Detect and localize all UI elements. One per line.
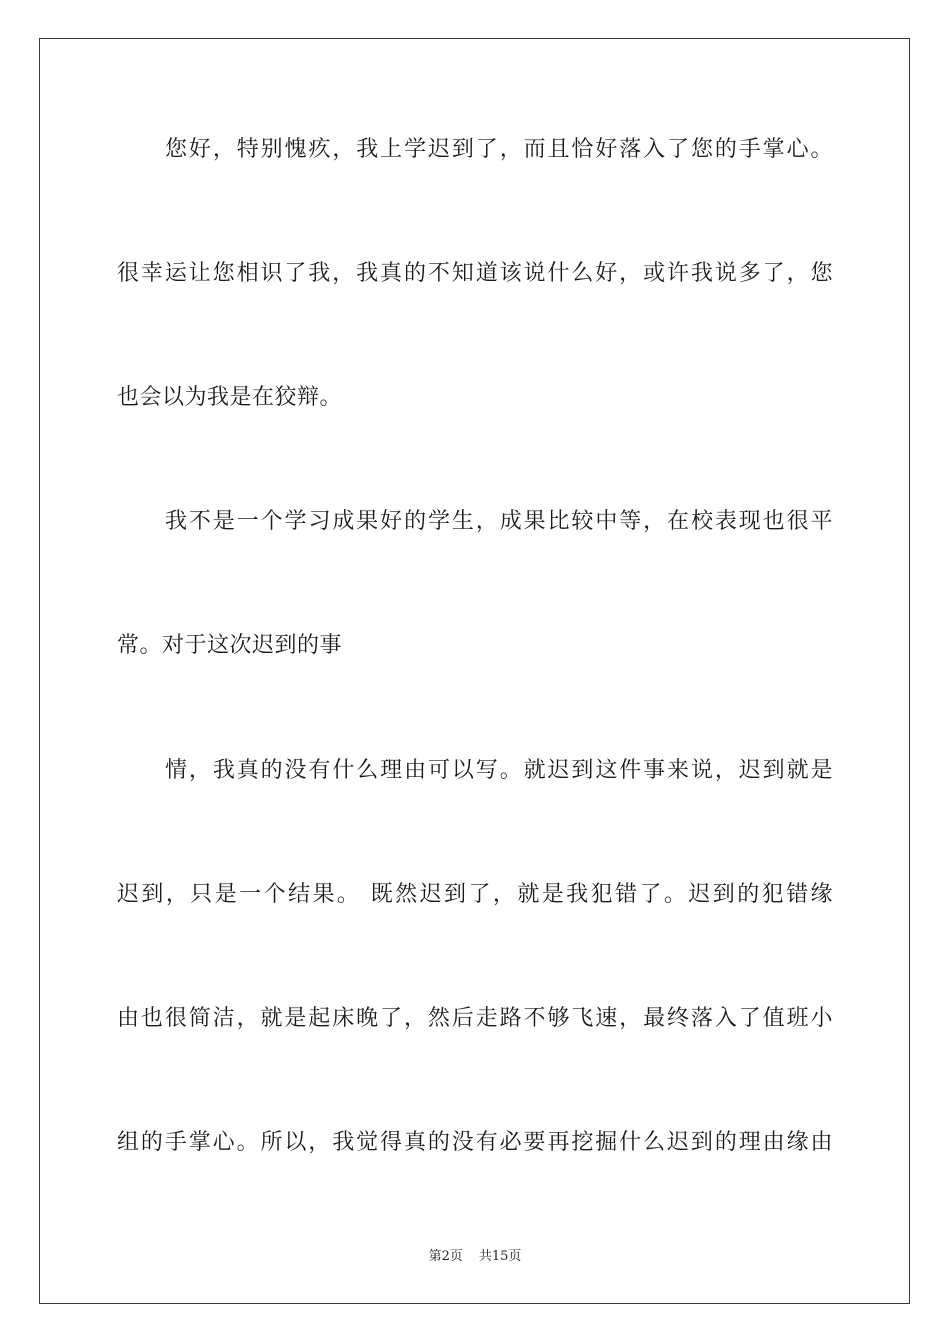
paragraph-line-2: 很幸运让您相识了我，我真的不知道该说什么好，或许我说多了，您 [117, 261, 833, 286]
paragraph-line-7: 迟到，只是一个结果。 既然迟到了，就是我犯错了。迟到的犯错缘 [117, 882, 833, 907]
page-border [39, 38, 910, 1304]
paragraph-line-3: 也会以为我是在狡辩。 [117, 385, 343, 410]
paragraph-line-5: 常。对于这次迟到的事 [117, 633, 343, 658]
paragraph-line-8: 由也很简洁，就是起床晚了，然后走路不够飞速，最终落入了值班小 [117, 1006, 833, 1031]
paragraph-line-9: 组的手掌心。所以，我觉得真的没有必要再挖掘什么迟到的理由缘由 [117, 1130, 833, 1155]
paragraph-line-4: 我不是一个学习成果好的学生，成果比较中等，在校表现也很平 [165, 509, 833, 534]
paragraph-line-6: 情，我真的没有什么理由可以写。就迟到这件事来说，迟到就是 [165, 758, 833, 783]
page-number: 第2页 [428, 1249, 463, 1264]
page-total: 共15页 [478, 1249, 522, 1264]
page-footer [0, 1248, 950, 1266]
paragraph-line-1: 您好，特别愧疚，我上学迟到了，而且恰好落入了您的手掌心。 [165, 137, 833, 162]
